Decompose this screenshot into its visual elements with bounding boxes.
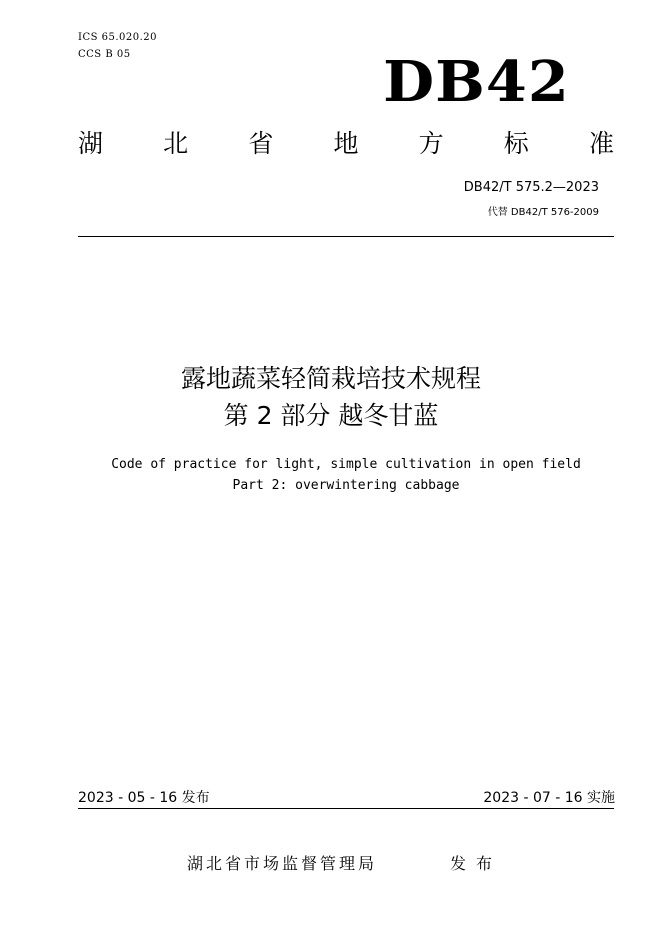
footer-divider: [78, 808, 614, 809]
ccs-code: CCS B 05: [78, 49, 131, 60]
ics-code: ICS 65.020.20: [78, 32, 158, 43]
standard-type-char: 湖: [78, 129, 104, 158]
title-en-part: Part 2: overwintering cabbage: [232, 478, 460, 493]
title-en-main: Code of practice for light, simple cultivation in open field: [111, 457, 581, 472]
standard-type: [78, 124, 614, 164]
issuing-authority: 湖北省市场监督管理局: [187, 854, 378, 873]
header-divider: [78, 236, 614, 237]
standard-type-char: 准: [588, 129, 614, 158]
standard-logo: DB42: [383, 49, 570, 115]
standard-type-char: 北: [163, 129, 189, 158]
replaces-standard: 代替 DB42/T 576-2009: [487, 207, 599, 218]
implementation-date: 2023 - 07 - 16 实施: [483, 790, 615, 806]
issue-label: 发布: [450, 854, 503, 873]
title-cn-part: 第 2 部分 越冬甘蓝: [223, 401, 439, 430]
standard-type-char: 标: [503, 129, 529, 158]
standard-type-char: 地: [333, 129, 359, 158]
standard-number: DB42/T 575.2—2023: [463, 180, 599, 195]
title-cn-main: 露地蔬菜轻简栽培技术规程: [180, 364, 481, 393]
standard-type-char: 方: [418, 129, 444, 158]
standard-type-char: 省: [248, 129, 274, 158]
issue-date: 2023 - 05 - 16 发布: [78, 790, 210, 806]
